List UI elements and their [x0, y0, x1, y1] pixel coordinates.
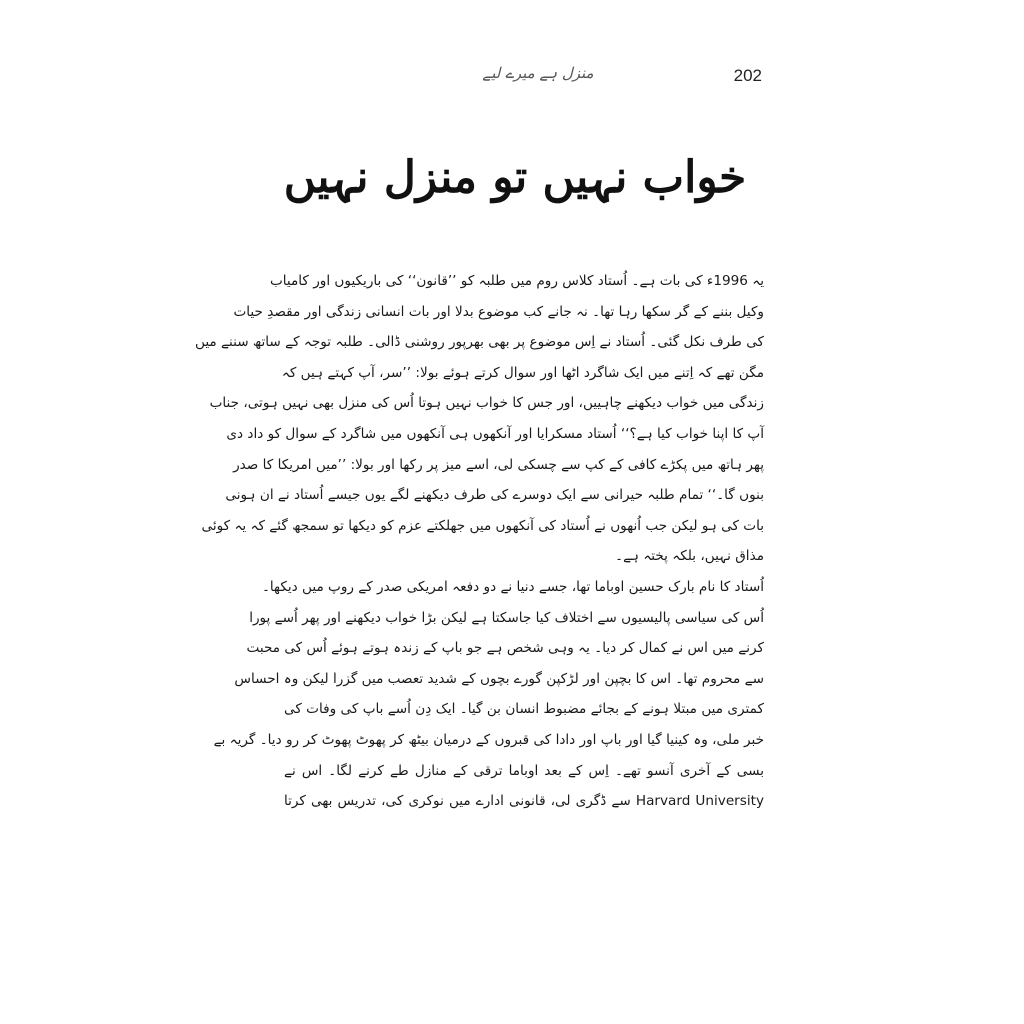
text-line: زندگی میں خواب دیکھنے چاہییں، اور جس کا خواب نہیں ہوتا اُس کی منزل بھی نہیں ہوتی، جناب	[209, 395, 764, 412]
text-line: اُس کی سیاسی پالیسیوں سے اختلاف کیا جاسکتا ہے لیکن بڑا خواب دیکھنے اور پھر اُسے پورا	[249, 609, 764, 626]
text-line: اُستاد کا نام بارک حسین اوباما تھا، جسے دنیا نے دو دفعہ امریکی صدر کے روپ میں دیکھا۔	[261, 578, 764, 595]
text-line: آپ کا اپنا خواب کیا ہے؟‘‘ اُستاد مسکرایا اور آنکھوں ہی آنکھوں میں شاگرد کے سوال کو داد دی	[226, 425, 764, 442]
text-line: خبر ملی، وہ کینیا گیا اور باپ اور دادا کی قبروں کے درمیان بیٹھ کر پھوٹ پھوٹ کر رو دیا۔ گریہ بے	[213, 731, 764, 748]
text-line: بسی کے آخری آنسو تھے۔ اِس کے بعد اوباما ترقی کے منازل طے کرنے لگا۔ اس نے	[284, 762, 764, 779]
text-line: مذاق نہیں، بلکہ پختہ ہے۔	[615, 548, 764, 565]
text-line: بنوں گا۔‘‘ تمام طلبہ حیرانی سے ایک دوسرے کی طرف دیکھنے لگے یوں جیسے اُستاد نے ان ہونی	[225, 487, 764, 504]
text-line: کمتری میں مبتلا ہونے کے بجائے مضبوط انسان بن گیا۔ ایک دِن اُسے باپ کی وفات کی	[284, 701, 764, 718]
text-line: کرنے میں اس نے کمال کر دیا۔ یہ وہی شخص ہے جو باپ کے زندہ ہوتے ہوئے اُس کی محبت	[246, 640, 764, 657]
text-line: بات کی ہو لیکن جب اُنھوں نے اُستاد کی آنکھوں میں جھلکتے عزم کو دیکھا تو سمجھ گئے کہ یہ کوئی	[201, 517, 764, 534]
running-title: منزل ہے میرے لیے	[482, 64, 594, 82]
page-number: 202	[733, 66, 762, 85]
text-line: Harvard University سے ڈگری لی، قانونی ادارے میں نوکری کی، تدریس بھی کرتا	[284, 793, 765, 810]
text-line: مگن تھے کہ اِتنے میں ایک شاگرد اٹھا اور سوال کرتے ہوئے بولا: ’’سر، آپ کہتے ہیں کہ	[281, 364, 764, 381]
text-line: یہ 1996ء کی بات ہے۔ اُستاد کلاس روم میں طلبہ کو ’’قانون‘‘ کی باریکیوں اور کامیاب	[269, 273, 764, 289]
running-header	[268, 64, 762, 92]
chapter-title: خواب نہیں تو منزل نہیں	[283, 152, 747, 203]
text-line: سے محروم تھا۔ اس کا بچپن اور لڑکپن گورے بچوں کے شدید تعصب میں گزرا لیکن وہ احساس	[234, 670, 764, 687]
text-line: کی طرف نکل گئی۔ اُستاد نے اِس موضوع پر بھی بھرپور روشنی ڈالی۔ طلبہ توجہ کے ساتھ سننے میں	[194, 334, 764, 351]
text-line: وکیل بننے کے گر سکھا رہا تھا۔ نہ جانے کب موضوع بدلا اور بات انسانی زندگی اور مقصدِ حیات	[233, 303, 764, 320]
body-text	[194, 266, 765, 817]
text-line: پھر ہاتھ میں پکڑے کافی کے کپ سے چسکی لی، اسے میز پر رکھا اور بولا: ’’میں امریکا کا صدر	[233, 456, 764, 473]
